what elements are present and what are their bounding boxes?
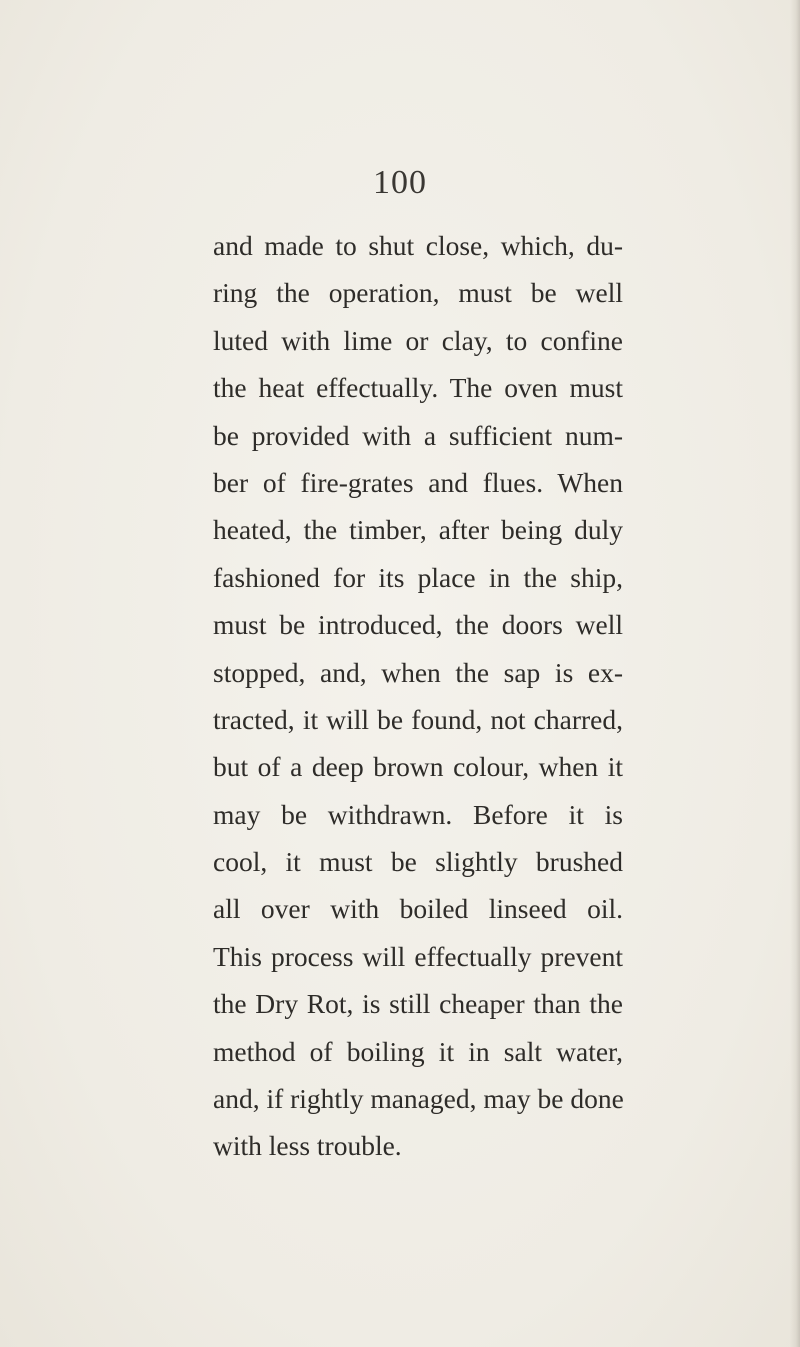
text-line: but of a deep brown colour, when it [213,751,623,783]
text-line-last: with less trouble. [213,1130,402,1162]
text-line: ring the operation, must be well [213,277,623,309]
text-line: cool, it must be slightly brushed [213,846,623,878]
text-line: must be introduced, the doors well [213,609,623,641]
text-line: fashioned for its place in the ship, [213,561,623,593]
text-line: tracted, it will be found, not charred, [213,703,623,735]
text-line: and made to shut close, which, du- [213,230,623,261]
page-number: 100 [373,164,427,201]
body-text [213,222,623,1170]
text-line: heated, the timber, after being duly [213,514,623,546]
text-line: This process will effectually prevent [213,940,623,972]
text-line: the Dry Rot, is still cheaper than the [213,988,623,1020]
text-line: stopped, and, when the sap is ex- [213,656,623,688]
text-line: all over with boiled linseed oil. [213,893,623,925]
page-edge-shadow [790,0,800,1347]
text-line: and, if rightly managed, may be done [213,1083,624,1115]
text-line: be provided with a sufficient num- [213,419,623,451]
text-line: luted with lime or clay, to confine [213,324,623,356]
text-line: ber of fire-grates and flues. When [213,466,623,498]
text-line: method of boiling it in salt water, [213,1035,623,1067]
text-line: may be withdrawn. Before it is [213,798,623,830]
text-line: the heat effectually. The oven must [213,372,623,404]
